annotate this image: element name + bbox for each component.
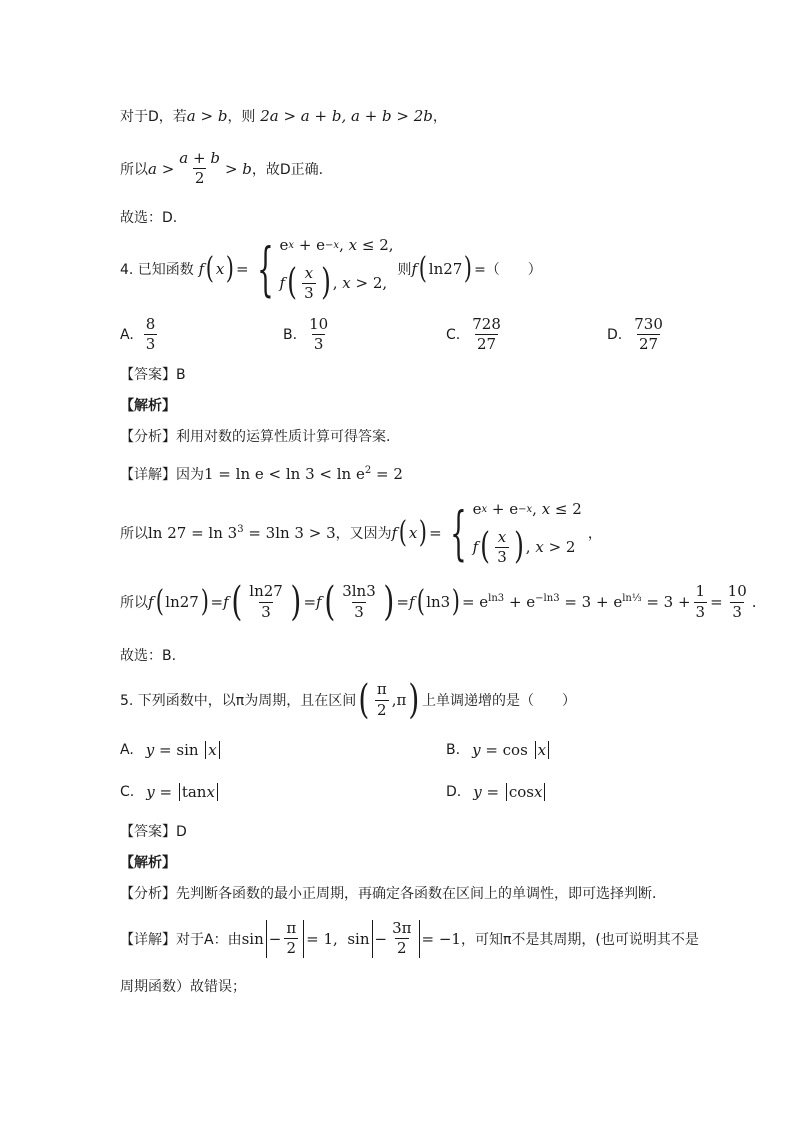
text: ， [587, 526, 602, 542]
text: ，则 [227, 109, 256, 125]
math-eq: = [210, 593, 224, 611]
answer-4 [120, 364, 186, 384]
math-f: f [148, 593, 154, 611]
math-eq-neg1: = −1 [421, 929, 461, 948]
case-2: f ( $\frac{x}{3}$ ) , x > 2, [279, 262, 388, 304]
option-label: A. [120, 326, 134, 343]
math-eq: = [396, 593, 409, 611]
text: ， [432, 109, 447, 125]
abs-value: − $\frac{\pi}{2}$ [266, 920, 304, 958]
text: 所以 [120, 526, 148, 542]
option-d[interactable] [607, 316, 668, 354]
question-text: 5. 下列函数中，以π为周期，且在区间 [120, 693, 357, 709]
math-eq: = [429, 524, 442, 542]
piecewise-cases [473, 500, 582, 566]
text: 【分析】先判断各函数的最小正周期，再确定各函数在区间上的单调性，即可选择判断． [120, 886, 666, 902]
text: 上单调递增的是（ ） [421, 693, 576, 709]
question-text: 4. 已知函数 [120, 262, 194, 278]
math-ln27: ln27 [428, 260, 463, 278]
option-a[interactable] [120, 316, 160, 354]
option-formula: y = tanx [146, 783, 220, 801]
math-fx: f [193, 260, 205, 278]
fenxi-4 [120, 426, 390, 446]
math-f-ln27: f [411, 260, 418, 278]
option-label: D. [607, 326, 623, 343]
paren: ( [155, 584, 164, 619]
option-d[interactable] [446, 783, 547, 801]
detail-4-line2 [120, 500, 602, 566]
paren: ) [419, 515, 428, 550]
jiexi-5 [120, 852, 176, 872]
math-sin-abs-1: sin [241, 929, 264, 948]
text: 【详解】对于A：由 [120, 931, 242, 948]
math-x: x [215, 260, 225, 278]
detail-4-line1 [120, 464, 403, 484]
option-c[interactable] [120, 783, 220, 801]
math-f: f [223, 593, 229, 611]
text: ，故D正确. [251, 161, 324, 178]
option-label: C. [120, 784, 135, 800]
math-eq: = [236, 260, 249, 278]
math-x: x [408, 524, 418, 542]
select-b [120, 645, 176, 665]
text: 【答案】D [120, 824, 187, 840]
paren: ( [398, 515, 408, 550]
paren: ) [451, 584, 461, 619]
math-eq-1: = 1, sin [306, 929, 370, 948]
paren: ) [408, 677, 420, 723]
fraction-pi-over-2: $\frac{\pi}{2}$ [376, 680, 387, 719]
math-eq: = [710, 593, 723, 611]
math-ln27-expand: $\ln 27 = \ln 3^3 = 3\ln$ 3 > 3 [148, 524, 336, 542]
fenxi-5 [120, 883, 666, 903]
text: ，又因为 [335, 526, 392, 542]
text: =（ ） [474, 262, 542, 278]
option-label: C. [446, 326, 461, 343]
math-inequalities: 2a > a + b, a + b > 2b [255, 107, 433, 125]
case-1: e x + e −x , x ≤ 2, [279, 236, 394, 254]
option-formula: y = cos x [472, 741, 551, 759]
paren: ( [358, 677, 370, 723]
paren: ( [231, 579, 242, 625]
text: 【解析】 [120, 855, 176, 871]
brace: { [256, 235, 274, 303]
abs-value: − $\frac{3\pi}{2}$ [372, 920, 420, 958]
paren: ) [200, 584, 209, 619]
option-b[interactable] [446, 741, 551, 759]
piecewise-cases [280, 236, 394, 302]
paren: ) [226, 251, 235, 286]
detail-4-line3 [120, 579, 757, 625]
paren: ) [383, 579, 395, 625]
jiexi-4 [120, 395, 176, 415]
option-fraction: $\frac{728}{27}$ [472, 315, 501, 354]
text: ，可知π不是其周期，(也可说明其不是 [460, 931, 699, 948]
math-pi: ,π [391, 691, 407, 709]
option-formula: y = sin x [146, 741, 222, 759]
brace: { [449, 499, 467, 567]
math-ln3: ln3 [426, 593, 451, 611]
math-a-gt-b: a > b [186, 107, 228, 125]
text: 所以 [120, 595, 148, 611]
fraction-ln27-over-3: $\frac{\ln 27}{3}$ [249, 582, 283, 621]
option-label: A. [120, 742, 134, 758]
detail-5-line2 [120, 976, 246, 996]
math-gt-b: > b [224, 159, 252, 178]
text: 【分析】利用对数的运算性质计算可得答案. [120, 429, 391, 445]
paren: ) [290, 579, 302, 625]
math-period: . [751, 593, 757, 611]
option-formula: y = cosx [473, 783, 547, 801]
detail-5-line1 [120, 920, 699, 958]
paren: ( [418, 251, 428, 286]
text: 则 [397, 262, 412, 278]
option-label: B. [283, 326, 298, 343]
math-f: f [408, 593, 415, 611]
math-a: a > [148, 159, 175, 178]
paren: ( [416, 584, 425, 619]
fraction-3ln3-over-3: $\frac{3\ln 3}{3}$ [342, 582, 376, 621]
math-inequality-chain: $1 = \ln e < \ln 3 < \ln e^2 = 2$ [204, 465, 403, 483]
text: 对于D，若 [120, 109, 187, 125]
option-fraction: $\frac{8}{3}$ [145, 315, 156, 354]
math-f: f [316, 593, 322, 611]
paren: ( [323, 579, 335, 625]
text: 【解析】 [120, 398, 176, 414]
text: 【详解】因为 [120, 467, 204, 483]
math-fx: f [391, 524, 398, 542]
math-eq: = [303, 593, 317, 611]
text: 故选：D. [120, 210, 178, 226]
math-ln27: ln27 [165, 593, 199, 611]
question-4 [120, 236, 542, 302]
option-label: D. [446, 784, 462, 800]
option-c[interactable] [446, 316, 506, 354]
select-d [120, 207, 177, 227]
text: 所以 [120, 161, 148, 178]
fraction-10-3: $\frac{10}{3}$ [727, 582, 747, 621]
option-b[interactable] [283, 316, 333, 354]
option-label: B. [446, 742, 461, 758]
paren: ( [205, 251, 215, 286]
line-d-conclusion [120, 150, 323, 188]
paren: ) [464, 251, 473, 286]
option-fraction: $\frac{10}{3}$ [309, 315, 329, 354]
answer-5 [120, 821, 187, 841]
math-exp-sum: = $e^{ln3} + e^{-ln3} = 3 + e^{ln\frac{1}{3}} = 3$ + [461, 593, 691, 611]
question-5 [120, 677, 576, 723]
case-1: e x + e −x , x ≤ 2 [472, 500, 582, 518]
fraction-1-3: $\frac{1}{3}$ [695, 582, 706, 621]
text: 【答案】B [120, 367, 186, 383]
case-2: f ( $\frac{x}{3}$ ) , x > 2 [472, 526, 576, 568]
fraction-a-plus-b-over-2: $\frac{a + b}{2}$ [179, 149, 220, 188]
text: 周期函数）故错误； [120, 979, 246, 995]
option-fraction: $\frac{730}{27}$ [634, 315, 663, 354]
option-a[interactable] [120, 741, 222, 759]
line-d-condition [120, 106, 447, 126]
text: 故选：B. [120, 648, 177, 664]
